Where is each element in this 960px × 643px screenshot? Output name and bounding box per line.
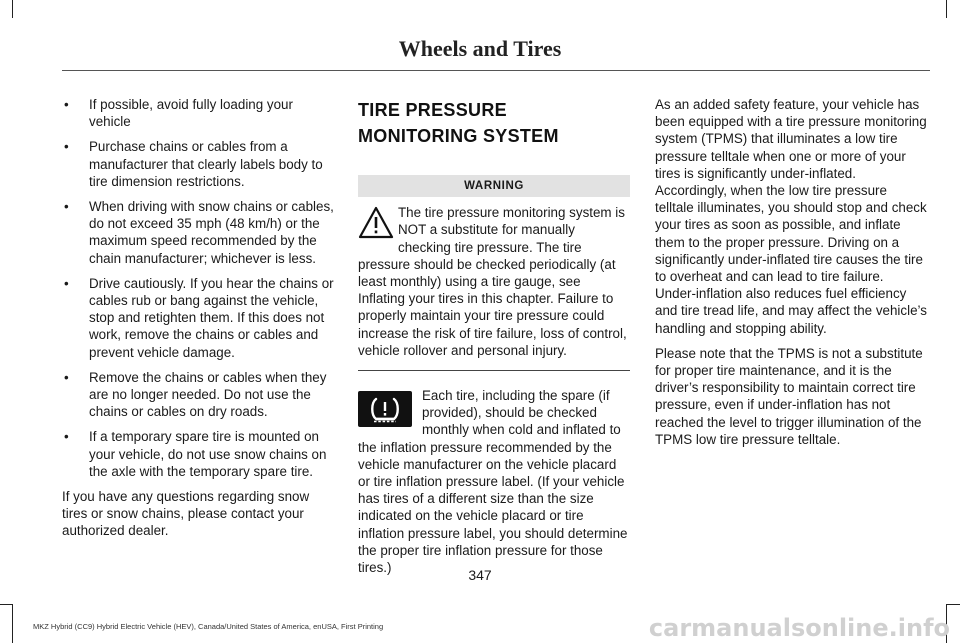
list-item: • When driving with snow chains or cables, do not exceed 35 mph (48 km/h) or the maximum speed recommended by the chain manufacturer; whichever is less. bbox=[62, 198, 336, 267]
header-divider bbox=[62, 70, 930, 71]
list-item: • If a temporary spare tire is mounted on your vehicle, do not use snow chains on the axle with the temporary spare tire. bbox=[62, 428, 336, 480]
tpms-block bbox=[358, 387, 630, 576]
tire-pressure-telltale-icon bbox=[358, 391, 412, 427]
list-item: • Drive cautiously. If you hear the chains or cables rub or bang against the vehicle, stop and retighten them. If this does not work, remove the chains or cables and prevent vehicle damage. bbox=[62, 275, 336, 361]
tpms-paragraph: Each tire, including the spare (if provided), should be checked monthly when cold and inflated to the inflation pressure recommended by the vehicle manufacturer on the vehicle placard or tire inflation pressure label. (If your vehicle has tires of a different size than the size indicated on the vehicle placard or tire inflation pressure label, you should determine the proper tire inflation pressure for those tires.) bbox=[358, 388, 628, 576]
warning-label: WARNING bbox=[358, 175, 630, 197]
crop-mark bbox=[946, 0, 947, 18]
crop-mark bbox=[12, 0, 13, 18]
page-title: Wheels and Tires bbox=[398, 36, 562, 61]
warning-divider bbox=[358, 370, 630, 371]
right-column bbox=[655, 96, 927, 456]
warning-triangle-icon bbox=[358, 206, 394, 240]
list-item: • Purchase chains or cables from a manufacturer that clearly labels body to tire dimension restrictions. bbox=[62, 138, 336, 190]
crop-mark bbox=[0, 604, 12, 605]
snow-chain-tips-list bbox=[62, 96, 336, 480]
page-number: 347 bbox=[468, 567, 492, 583]
warning-text: The tire pressure monitoring system is NOT a substitute for manually checking tire pressure. The tire pressure should be checked periodically (at least monthly) using a tire gauge, see Inflating your tires in this chapter. Failure to properly maintain your tire pressure could increase the risk of tire failure, loss of control, vehicle rollover and personal injury. bbox=[358, 205, 627, 358]
middle-column bbox=[358, 96, 630, 584]
footer-text: MKZ Hybrid (CC9) Hybrid Electric Vehicle (HEV), Canada/United States of America, enUSA, First Printing bbox=[33, 622, 384, 631]
crop-mark bbox=[947, 604, 960, 605]
list-item: • Remove the chains or cables when they are no longer needed. Do not use the chains or cables on dry roads. bbox=[62, 369, 336, 421]
warning-block bbox=[358, 204, 630, 359]
watermark: carmanualsonline.info bbox=[648, 614, 950, 642]
paragraph: Please note that the TPMS is not a substitute for proper tire maintenance, and it is the driver’s responsibility to maintain correct tire pressure, even if under-inflation has not reached the level to trigger illumination of the TPMS low tire pressure telltale. bbox=[655, 345, 923, 447]
list-item: • If possible, avoid fully loading your vehicle bbox=[62, 96, 336, 130]
crop-mark bbox=[12, 604, 13, 643]
dealer-contact-paragraph: If you have any questions regarding snow tires or snow chains, please contact your authorized dealer. bbox=[62, 489, 310, 539]
paragraph: As an added safety feature, your vehicle has been equipped with a tire pressure monitoring system (TPMS) that illuminates a low tire pressure telltale when one or more of your tires is significantly under-inflated. Accordingly, when the low tire pressure telltale illuminates, you should stop and check your tires as soon as possible, and inflate them to the proper pressure. Driving on a significantly under-inflated tire causes the tire to overheat and can lead to tire failure. Under-inflation also reduces fuel efficiency and tire tread life, and may affect the vehicle’s handling and stopping ability. bbox=[655, 97, 927, 336]
left-column bbox=[62, 96, 336, 548]
section-heading: TIRE PRESSURE MONITORING SYSTEM bbox=[358, 100, 559, 146]
